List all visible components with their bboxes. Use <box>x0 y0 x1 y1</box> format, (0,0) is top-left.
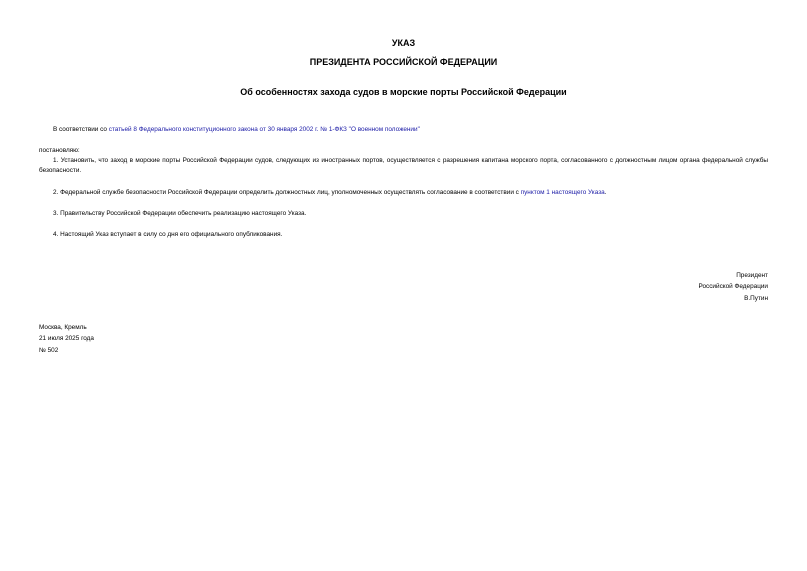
decree-word: постановляю: <box>39 147 80 154</box>
item-2-suffix: . <box>604 189 607 196</box>
item-1-paragraph: 1. Установить, что заход в морские порты Российской Федерации судов, следующих из иностранных портов, осуществляется с разрешения капитана морского порта, согласованного с должностным лицом органа федеральной службы безопасности. <box>39 157 768 174</box>
item-3-paragraph: 3. Правительству Российской Федерации обеспечить реализацию настоящего Указа. <box>53 210 307 217</box>
signing-place: Москва, Кремль <box>39 324 87 331</box>
item-1-reference-link[interactable]: пунктом 1 настоящего Указа <box>520 189 605 196</box>
item-2-paragraph <box>39 188 768 198</box>
signing-date: 21 июля 2025 года <box>39 335 94 343</box>
signature-name: В.Путин <box>744 294 768 302</box>
preamble-prefix: В соответствии со <box>53 126 109 133</box>
decree-number: № 502 <box>39 346 59 354</box>
signature-block <box>568 270 768 304</box>
item-2-prefix: 2. Федеральной службе безопасности Российской Федерации определить должностных лиц, уполномоченных осуществлять согласование в соответствии с <box>53 189 521 196</box>
preamble-paragraph <box>39 125 768 135</box>
decree-name: Об особенностях захода судов в морские порты Российской Федерации <box>240 87 567 97</box>
decree-issuer: ПРЕЗИДЕНТА РОССИЙСКОЙ ФЕДЕРАЦИИ <box>309 57 498 67</box>
item-4-paragraph: 4. Настоящий Указ вступает в силу со дня его официального опубликования. <box>53 231 283 238</box>
signature-country: Российской Федерации <box>698 283 768 291</box>
law-article-link[interactable]: статьей 8 Федерального конституционного закона от 30 января 2002 г. № 1-ФКЗ "О военном положении" <box>108 126 420 133</box>
decree-title: УКАЗ <box>391 38 416 48</box>
place-date-block <box>39 322 239 356</box>
signature-position: Президент <box>736 272 768 279</box>
